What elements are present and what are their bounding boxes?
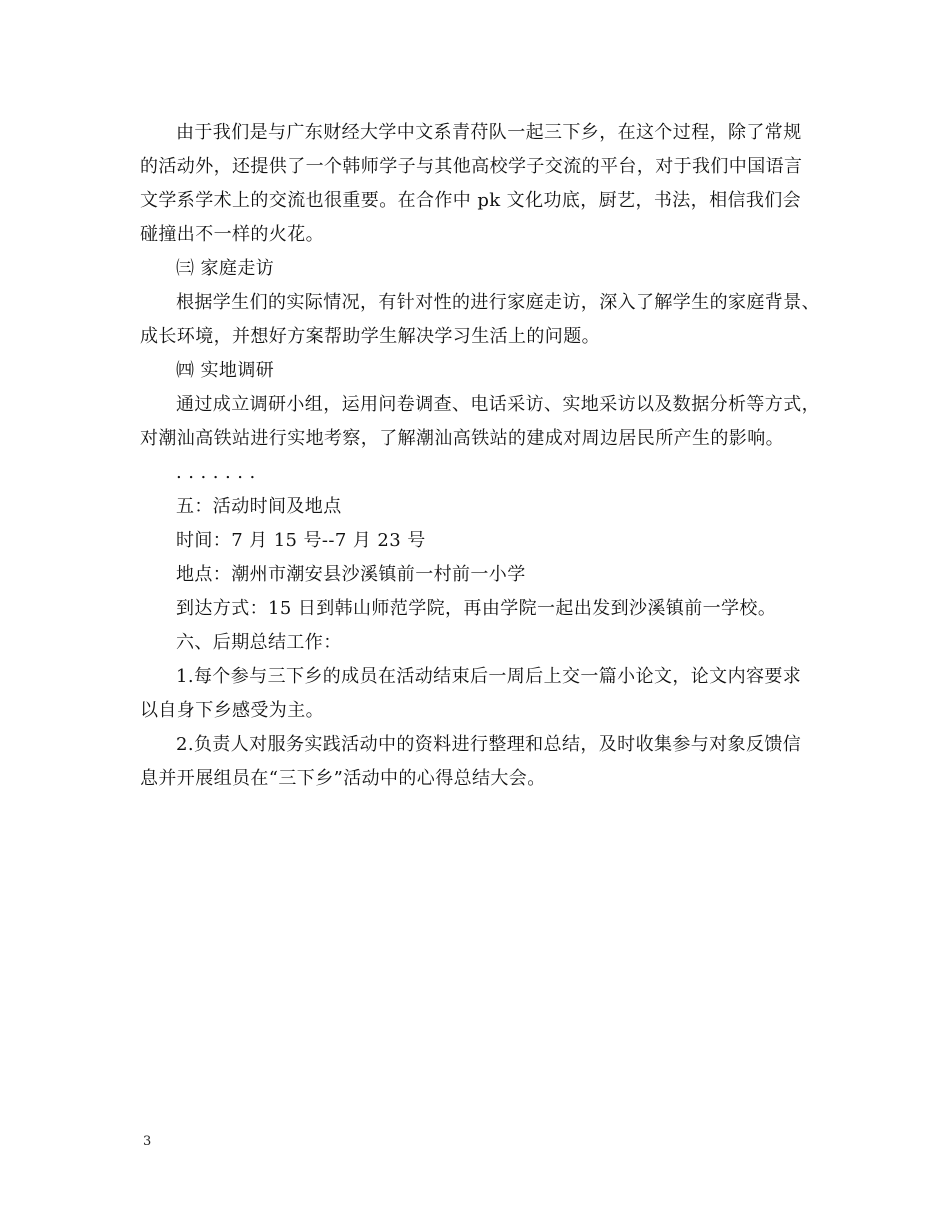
paragraph-line: 对潮汕高铁站进行实地考察，了解潮汕高铁站的建成对周边居民所产生的影响。 — [140, 428, 784, 449]
paragraph-line: 成长环境，并想好方案帮助学生解决学习生活上的问题。 — [140, 326, 600, 347]
paragraph-line: 的活动外，还提供了一个韩师学子与其他高校学子交流的平台，对于我们中国语言 — [140, 156, 803, 177]
section-heading-time-place: 五：活动时间及地点 — [176, 496, 342, 517]
summary-item-2-line: 2.负责人对服务实践活动中的资料进行整理和总结，及时收集参与对象反馈信 — [176, 734, 802, 755]
document-body — [140, 116, 820, 796]
section-heading-family-visit: ㈢ 家庭走访 — [176, 258, 275, 279]
summary-item-1-line: 1.每个参与三下乡的成员在活动结束后一周后上交一篇小论文，论文内容要求 — [176, 666, 802, 687]
summary-item-2-line: 息并开展组员在“三下乡”活动中的心得总结大会。 — [140, 768, 546, 789]
section-heading-summary-work: 六、后期总结工作： — [176, 632, 342, 653]
activity-location: 地点：潮州市潮安县沙溪镇前一村前一小学 — [176, 564, 526, 585]
activity-time: 时间：7 月 15 号--7 月 23 号 — [176, 530, 426, 551]
paragraph-line: 由于我们是与广东财经大学中文系青苻队一起三下乡，在这个过程，除了常规 — [176, 122, 802, 143]
ellipsis-line: . . . . . . . — [176, 462, 256, 483]
page-number: 3 — [143, 1134, 152, 1149]
paragraph-line: 根据学生们的实际情况，有针对性的进行家庭走访，深入了解学生的家庭背景、 — [176, 292, 820, 313]
paragraph-line: 通过成立调研小组，运用问卷调查、电话采访、实地采访以及数据分析等方式， — [176, 394, 820, 415]
summary-item-1-line: 以自身下乡感受为主。 — [140, 700, 324, 721]
arrival-method: 到达方式：15 日到韩山师范学院，再由学院一起出发到沙溪镇前一学校。 — [176, 598, 777, 619]
paragraph-line: 碰撞出不一样的火花。 — [140, 224, 324, 245]
paragraph-line: 文学系学术上的交流也很重要。在合作中 pk 文化功底，厨艺，书法，相信我们会 — [140, 190, 802, 211]
section-heading-field-research: ㈣ 实地调研 — [176, 360, 275, 381]
